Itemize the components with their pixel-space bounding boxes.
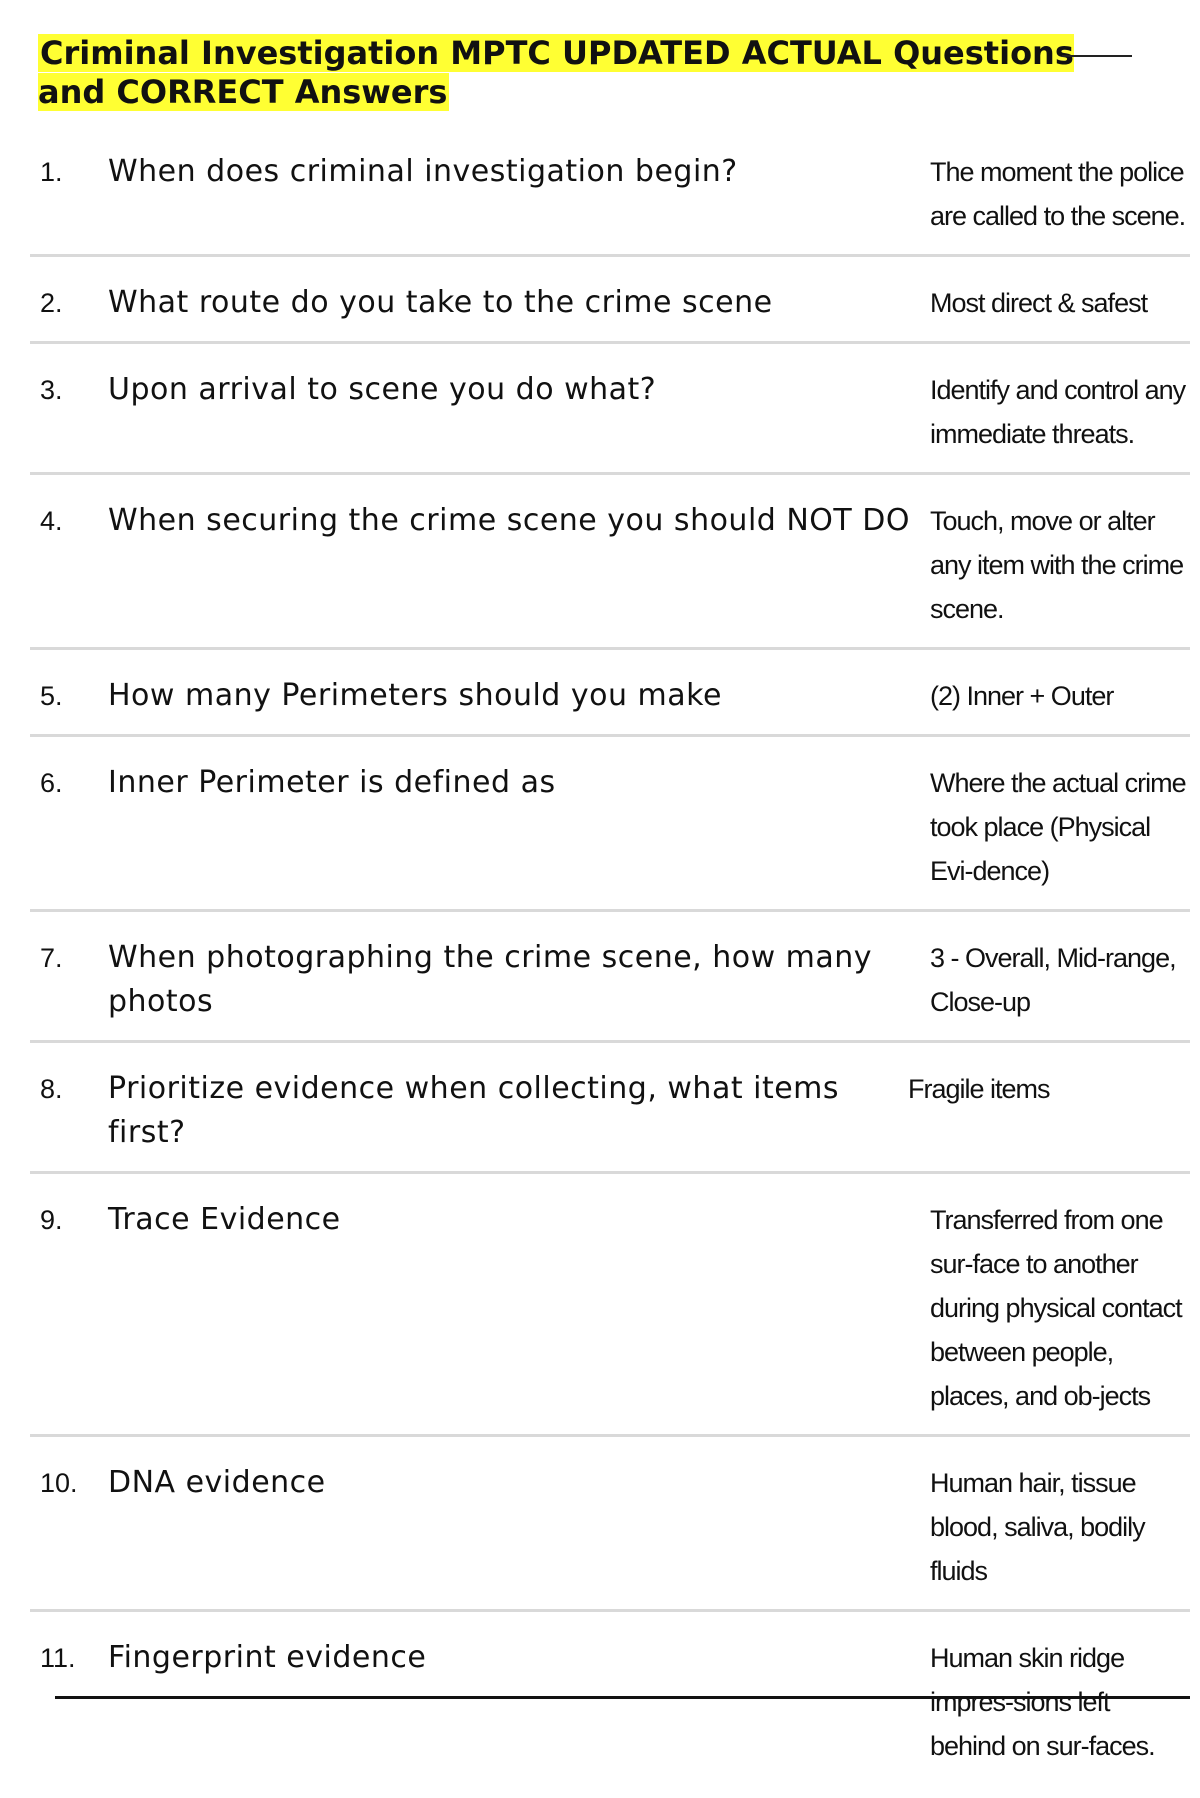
question-number: 3. [40, 375, 63, 405]
qa-row-6 [30, 751, 1190, 912]
qa-row-8 [30, 1057, 1190, 1174]
question-text: When does criminal investigation begin? [108, 154, 738, 189]
answer-text: (2) Inner + Outer [930, 681, 1114, 711]
question-number: 5. [40, 681, 63, 711]
question-number: 6. [40, 768, 63, 798]
question-number: 1. [40, 157, 63, 187]
question-text: When photographing the crime scene, how many photos [108, 940, 873, 1019]
qa-list [30, 140, 1190, 1798]
answer-text: Identify and control any immediate threats. [930, 375, 1186, 449]
qa-row-9 [30, 1188, 1190, 1437]
question-text: When securing the crime scene you should NOT DO [108, 503, 910, 538]
qa-row-4 [30, 489, 1190, 650]
answer-text: Most direct & safest [930, 288, 1148, 318]
qa-row-1 [30, 140, 1190, 257]
qa-row-5 [30, 664, 1190, 737]
question-number: 4. [40, 506, 63, 536]
document-header [38, 34, 1138, 112]
qa-row-11 [30, 1626, 1190, 1784]
document-title [38, 34, 1138, 112]
qa-row-10 [30, 1451, 1190, 1612]
qa-row-2 [30, 271, 1190, 344]
question-text: Prioritize evidence when collecting, what items first? [108, 1071, 840, 1150]
answer-text: The moment the police are called to the scene. [930, 157, 1186, 231]
question-text: Trace Evidence [108, 1202, 341, 1237]
answer-text: 3 - Overall, Mid-range, Close-up [930, 943, 1176, 1017]
answer-text: Transferred from one sur-face to another during physical contact between people, places, and ob-jects [930, 1205, 1182, 1411]
title-highlight: Criminal Investigation MPTC UPDATED ACTUAL Questions and CORRECT Answers [38, 34, 1074, 111]
question-text: Fingerprint evidence [108, 1640, 427, 1675]
footer-rule [55, 1696, 1190, 1699]
question-text: Upon arrival to scene you do what? [108, 372, 657, 407]
answer-text: Fragile items [908, 1074, 1050, 1104]
qa-row-7 [30, 926, 1190, 1043]
answer-text: Human hair, tissue blood, saliva, bodily fluids [930, 1468, 1145, 1586]
question-text: DNA evidence [108, 1465, 326, 1500]
qa-row-3 [30, 358, 1190, 475]
question-text: What route do you take to the crime scene [108, 285, 773, 320]
question-number: 7. [40, 943, 63, 973]
question-number: 8. [40, 1074, 63, 1104]
title-rule [1062, 55, 1132, 57]
question-text: How many Perimeters should you make [108, 678, 722, 713]
question-number: 10. [40, 1468, 78, 1498]
question-number: 11. [40, 1643, 76, 1673]
question-number: 2. [40, 288, 63, 318]
question-number: 9. [40, 1205, 63, 1235]
answer-text: Where the actual crime took place (Physical Evi-dence) [930, 768, 1186, 886]
answer-text: Human skin ridge impres-sions left behind on sur-faces. [930, 1643, 1155, 1761]
question-text: Inner Perimeter is defined as [108, 765, 556, 800]
answer-text: Touch, move or alter any item with the crime scene. [930, 506, 1184, 624]
